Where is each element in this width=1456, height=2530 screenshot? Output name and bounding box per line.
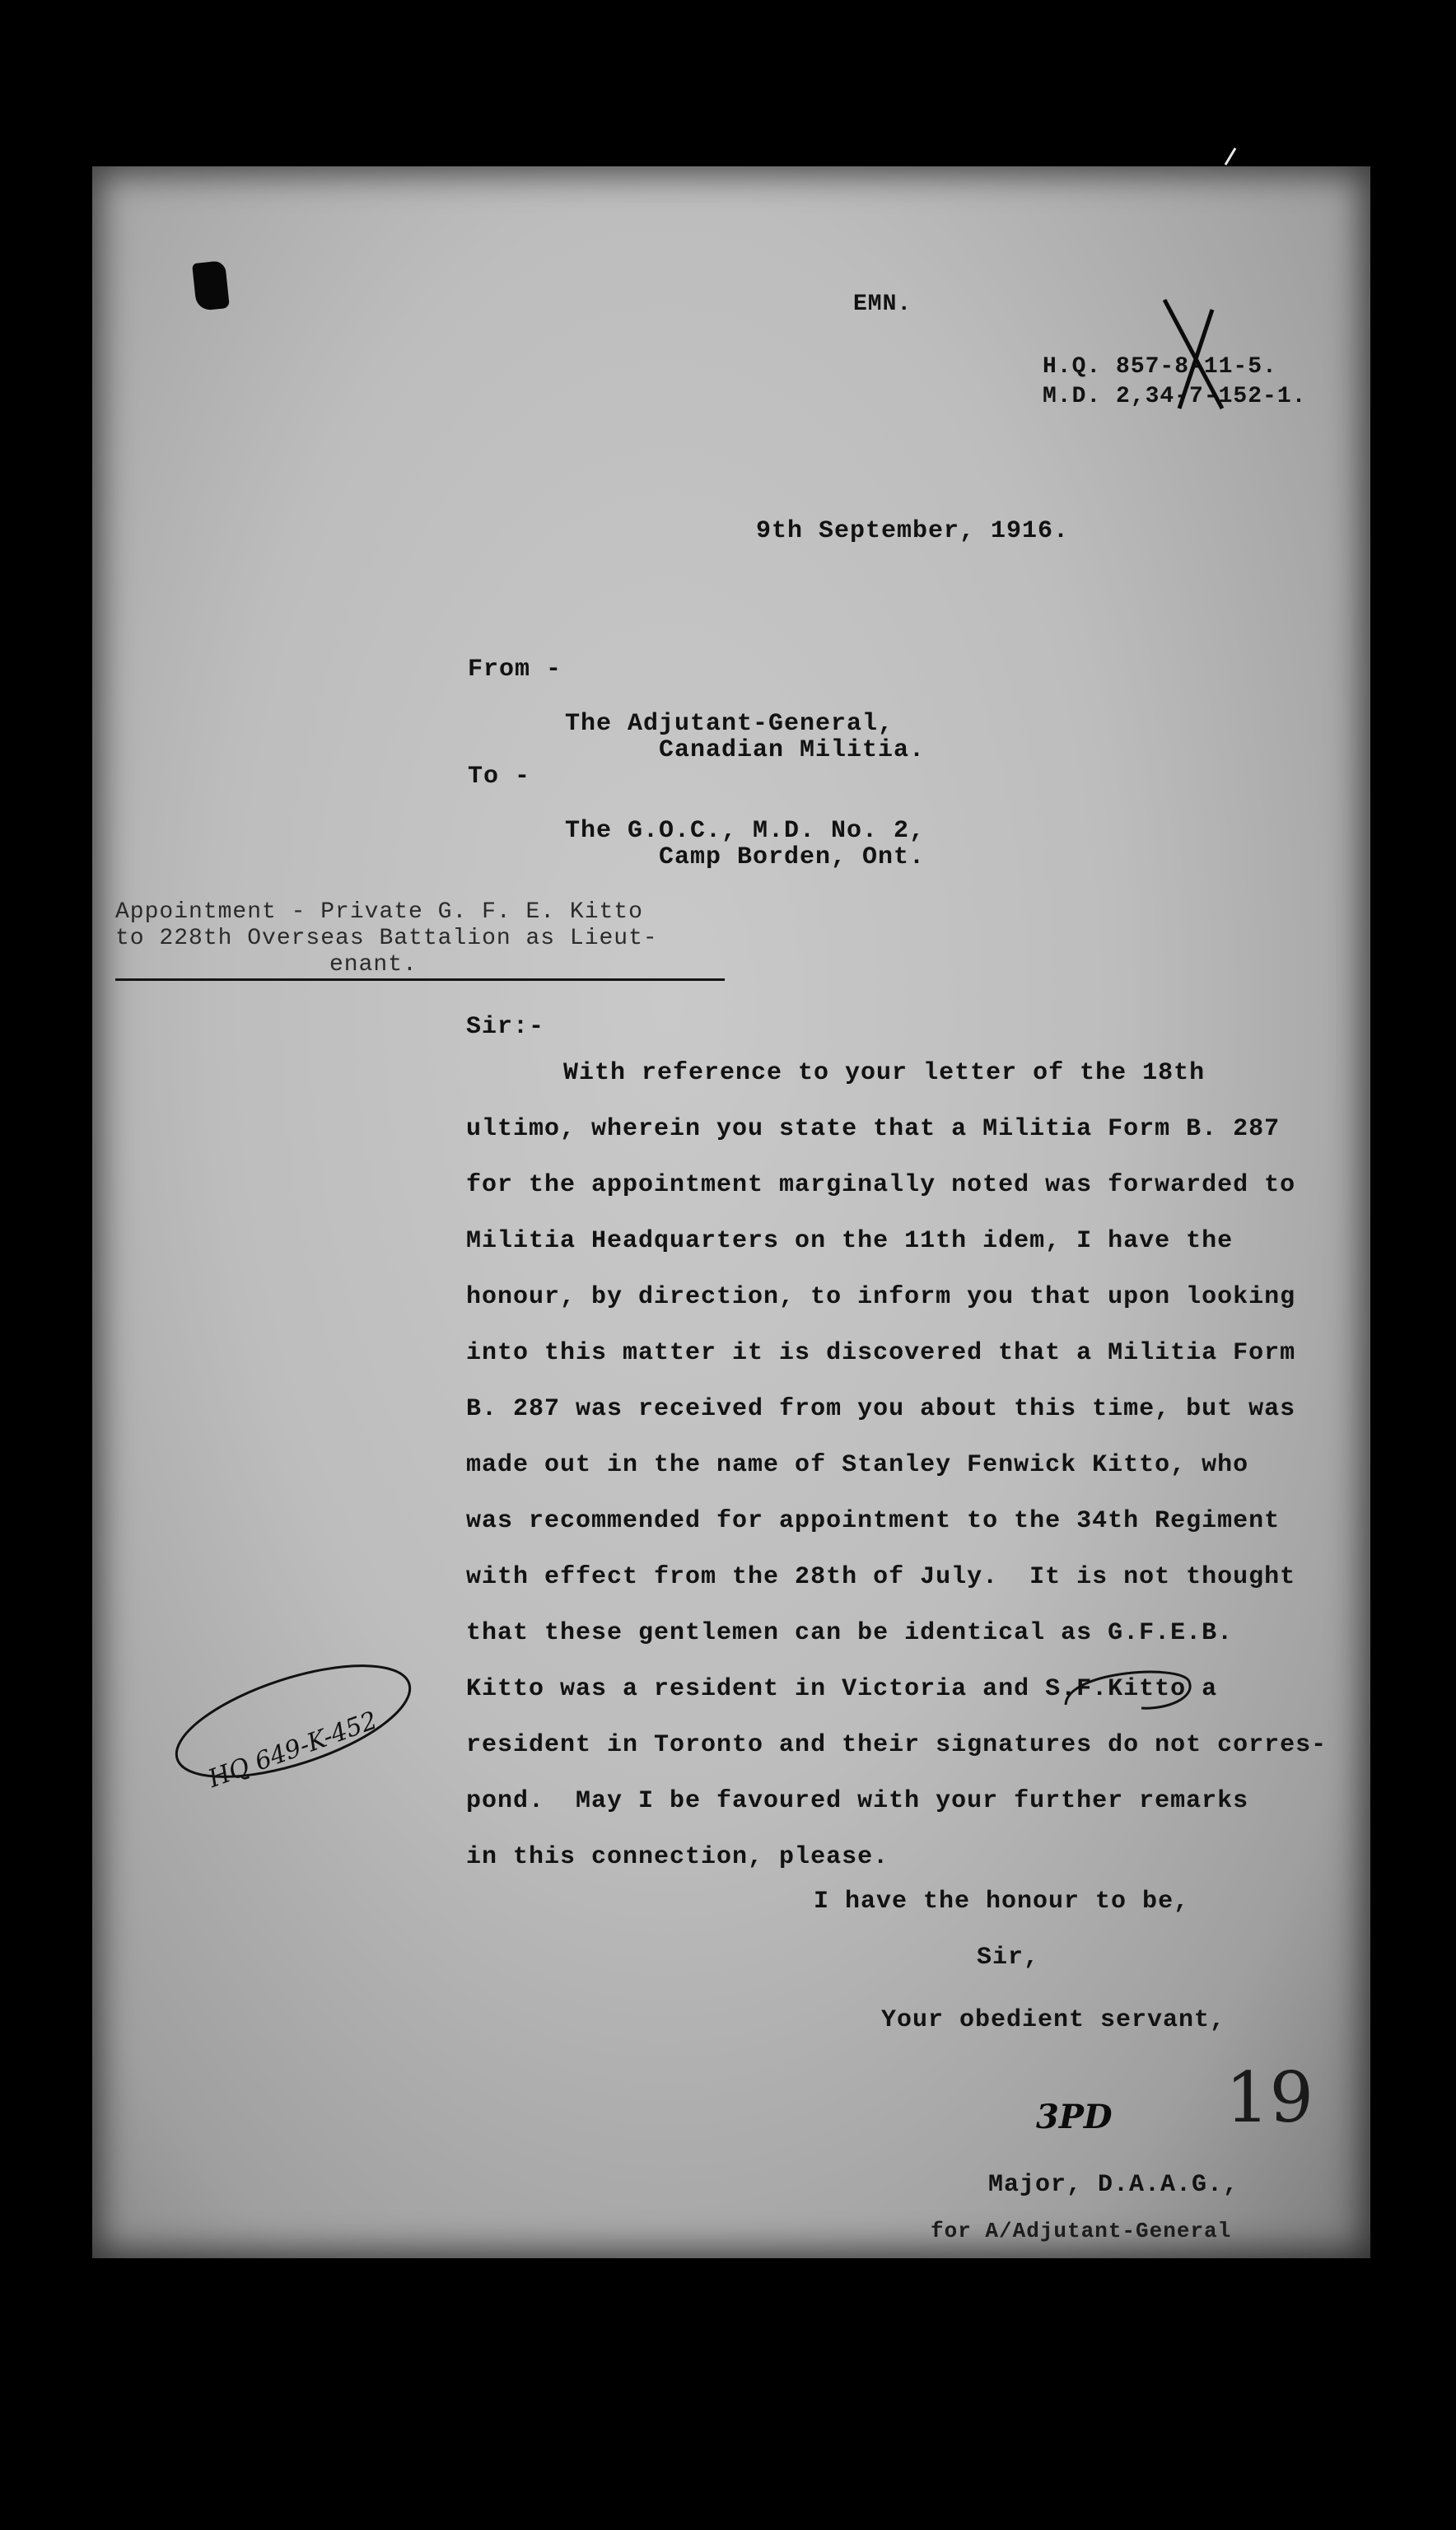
signature-for: for A/Adjutant-General — [931, 2219, 1232, 2243]
margin-note-oval — [161, 1655, 425, 1799]
subject-line-3: enant. — [329, 952, 418, 978]
md-file-reference: M.D. 2,34-7-152-1. — [1043, 384, 1307, 409]
from-line-2: Canadian Militia. — [659, 736, 926, 764]
closing-line-3: Your obedient servant, — [881, 2006, 1226, 2034]
subject-underline — [115, 978, 725, 981]
body-line: pond. May I be favoured with your further remarks — [466, 1787, 1249, 1815]
letter-date: 9th September, 1916. — [756, 517, 1070, 545]
body-line: Kitto was a resident in Victoria and S.F.Kitto a — [466, 1675, 1218, 1703]
to-label: To - — [468, 763, 531, 791]
body-line: for the appointment marginally noted was forwarded to — [466, 1171, 1296, 1199]
handwritten-initials — [1033, 2092, 1148, 2145]
body-line: resident in Toronto and their signatures do not corres- — [466, 1731, 1328, 1759]
name-circle-mark — [1059, 1662, 1207, 1724]
body-line: With reference to your letter of the 18th — [563, 1059, 1206, 1087]
ink-blot-mark — [192, 260, 230, 311]
closing-line-1: I have the honour to be, — [814, 1888, 1190, 1916]
body-line: was recommended for appointment to the 34th Regiment — [466, 1507, 1281, 1535]
body-line: that these gentlemen can be identical as G.F.E.B. — [466, 1619, 1234, 1647]
subject-line-1: Appointment - Private G. F. E. Kitto — [115, 899, 643, 925]
body-line: made out in the name of Stanley Fenwick Kitto, who — [466, 1451, 1249, 1479]
body-line: into this matter it is discovered that a Militia Form — [466, 1339, 1296, 1367]
body-line: with effect from the 28th of July. It is not thought — [466, 1563, 1296, 1591]
to-line-2: Camp Borden, Ont. — [659, 843, 926, 871]
salutation: Sir:- — [466, 1013, 545, 1041]
x-mark — [1156, 293, 1230, 421]
pencil-number-text: 19 — [1225, 2057, 1314, 2138]
typist-initials: EMN. — [853, 292, 912, 317]
to-line-1: The G.O.C., M.D. No. 2, — [565, 817, 926, 845]
pencil-number-19 — [1222, 2051, 1314, 2145]
document-page — [92, 166, 1370, 2258]
body-line: honour, by direction, to inform you that upon looking — [466, 1283, 1296, 1311]
corner-tick-mark — [1220, 145, 1245, 174]
closing-line-2: Sir, — [977, 1944, 1040, 1972]
body-line: ultimo, wherein you state that a Militia Form B. 287 — [466, 1115, 1281, 1143]
body-line: Militia Headquarters on the 11th idem, I have the — [466, 1227, 1234, 1255]
signature-title: Major, D.A.A.G., — [988, 2171, 1239, 2199]
from-line-1: The Adjutant-General, — [565, 710, 894, 738]
signature-initials-text: 3PD — [1036, 2098, 1113, 2136]
subject-line-2: to 228th Overseas Battalion as Lieut- — [115, 926, 658, 951]
hq-file-reference: H.Q. 857-8-11-5. — [1043, 354, 1277, 380]
body-line: B. 287 was received from you about this time, but was — [466, 1395, 1296, 1423]
from-label: From - — [468, 656, 562, 684]
body-line: in this connection, please. — [466, 1843, 889, 1871]
margin-note-text: HQ 649-K-452 — [204, 1706, 381, 1795]
